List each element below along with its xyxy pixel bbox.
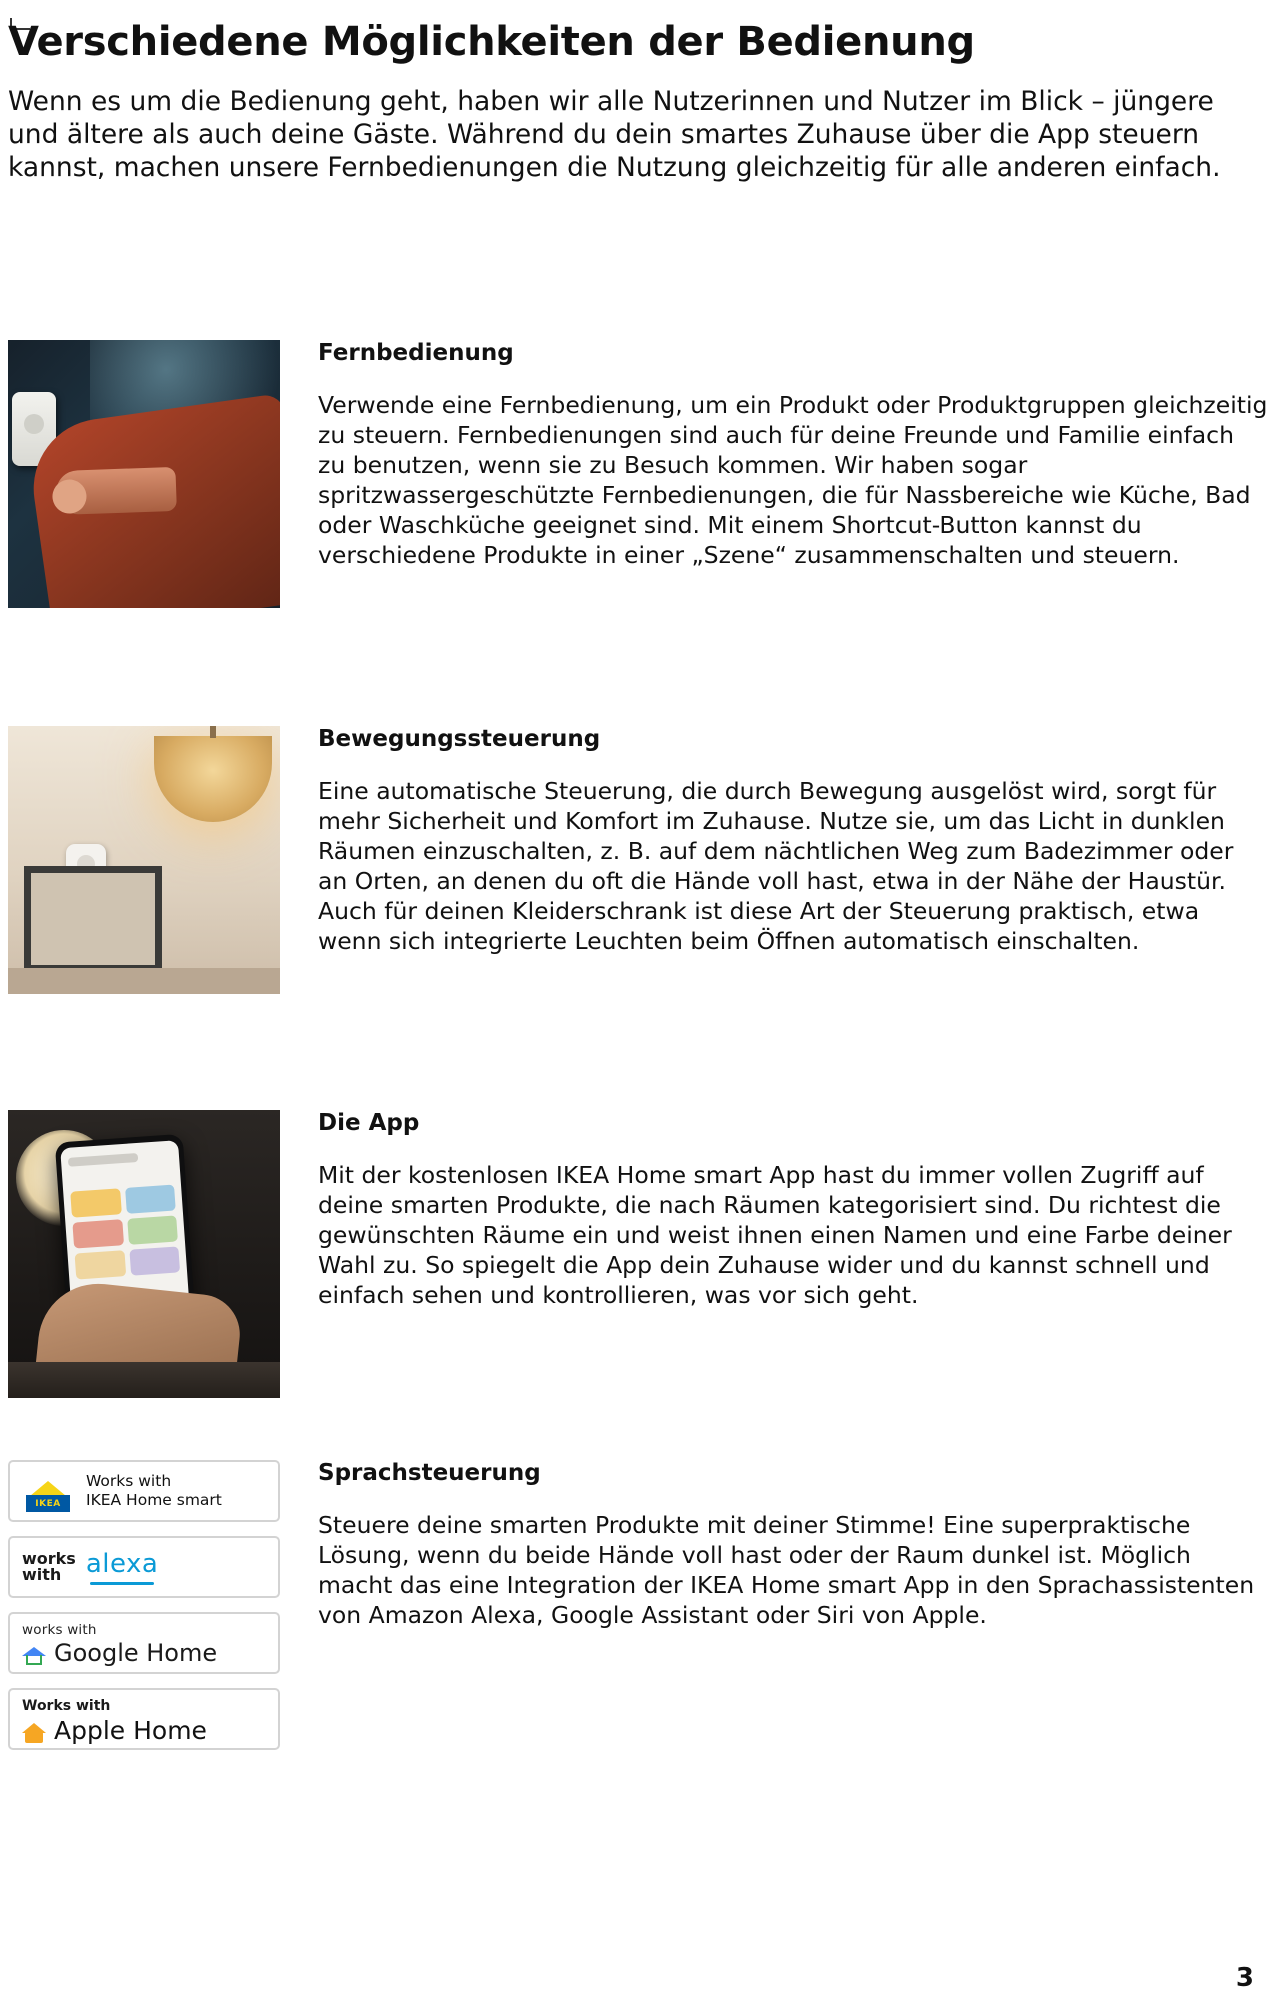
badge-apple-home: [8, 1688, 280, 1750]
section-text: Mit der kostenlosen IKEA Home smart App hast du immer vollen Zugriff auf deine smarten Produkte, die nach Räumen kategorisiert sind. Du richtest die gewünschten Räume ein und weist ihnen einen Namen und eine Farbe deiner Wahl zu. So spiegelt die App dein Zuhause wider und du kannst schnell und einfach sehen und kontrollieren, was vor sich geht.: [318, 1160, 1232, 1309]
page-number: 3: [1235, 1963, 1254, 1993]
ikea-house-icon: [22, 1470, 74, 1512]
page-title: Verschiedene Möglichkeiten der Bedienung: [8, 18, 975, 65]
section-text: Steuere deine smarten Produkte mit deiner Stimme! Eine superpraktische Lösung, wenn du beide Hände voll hast oder der Raum dunkel ist. Möglich macht das eine Integration der IKEA Home smart App in den Sprachassistenten von Amazon Alexa, Google Assistant oder Siri von Apple.: [318, 1510, 1255, 1629]
badge-alexa-line2: with: [22, 1565, 62, 1584]
google-home-wordmark: Google Home: [54, 1639, 218, 1667]
intro-paragraph: Wenn es um die Bedienung geht, haben wir alle Nutzerinnen und Nutzer im Blick – jüngere und ältere als auch deine Gäste. Während du dein smartes Zuhause über die App steuern kannst, machen unsere Fernbedienungen die Nutzung gleichzeitig für alle anderen einfach.: [8, 85, 1221, 184]
apple-home-wordmark: Apple Home: [54, 1716, 207, 1745]
section-image-fernbedienung: [8, 340, 280, 608]
badge-apple-line1: Works with: [22, 1698, 111, 1714]
section-title: Fernbedienung: [318, 340, 514, 366]
badge-google-line1: works with: [22, 1622, 97, 1638]
badge-ikea-line2: IKEA Home smart: [86, 1491, 222, 1509]
partner-badges: [8, 1460, 280, 1764]
section-text: Verwende eine Fernbedienung, um ein Produkt oder Produktgruppen gleichzeitig zu steuern. Fernbedienungen sind auch für deine Freunde und Familie einfach zu benutzen, wenn sie zu Besuch kommen. Wir haben sogar spritzwassergeschützte Fernbedienungen, die für Nassbereiche wie Küche, Bad oder Waschküche geeignet sind. Mit einem Shortcut-Button kannst du verschiedene Produkte in einer „Szene“ zusammenschalten und steuern.: [318, 390, 1268, 569]
badge-google-home: [8, 1612, 280, 1674]
section-image-die-app: [8, 1110, 280, 1398]
section-title: Bewegungssteuerung: [318, 726, 601, 752]
ikea-logo-text: IKEA: [26, 1495, 70, 1512]
apple-home-icon: [22, 1719, 46, 1743]
badge-ikea-home-smart: [8, 1460, 280, 1522]
badge-amazon-alexa: [8, 1536, 280, 1598]
badge-ikea-line1: Works with: [86, 1471, 172, 1490]
section-title: Die App: [318, 1110, 420, 1136]
section-title: Sprachsteuerung: [318, 1460, 541, 1486]
google-home-icon: [22, 1641, 46, 1665]
badge-alexa-line1: works: [22, 1548, 76, 1568]
alexa-wordmark: alexa: [86, 1549, 159, 1586]
section-text: Eine automatische Steuerung, die durch Bewegung ausgelöst wird, sorgt für mehr Sicherheit und Komfort im Zuhause. Nutze sie, um das Licht in dunklen Räumen einzuschalten, z. B. auf dem nächtlichen Weg zum Badezimmer oder an Orten, an denen du oft die Hände voll hast, etwa in der Nähe der Haustür. Auch für deinen Kleiderschrank ist diese Art der Steuerung praktisch, etwa wenn sich integrierte Leuchten beim Öffnen automatisch einschalten.: [318, 776, 1234, 955]
section-image-bewegungssteuerung: [8, 726, 280, 994]
